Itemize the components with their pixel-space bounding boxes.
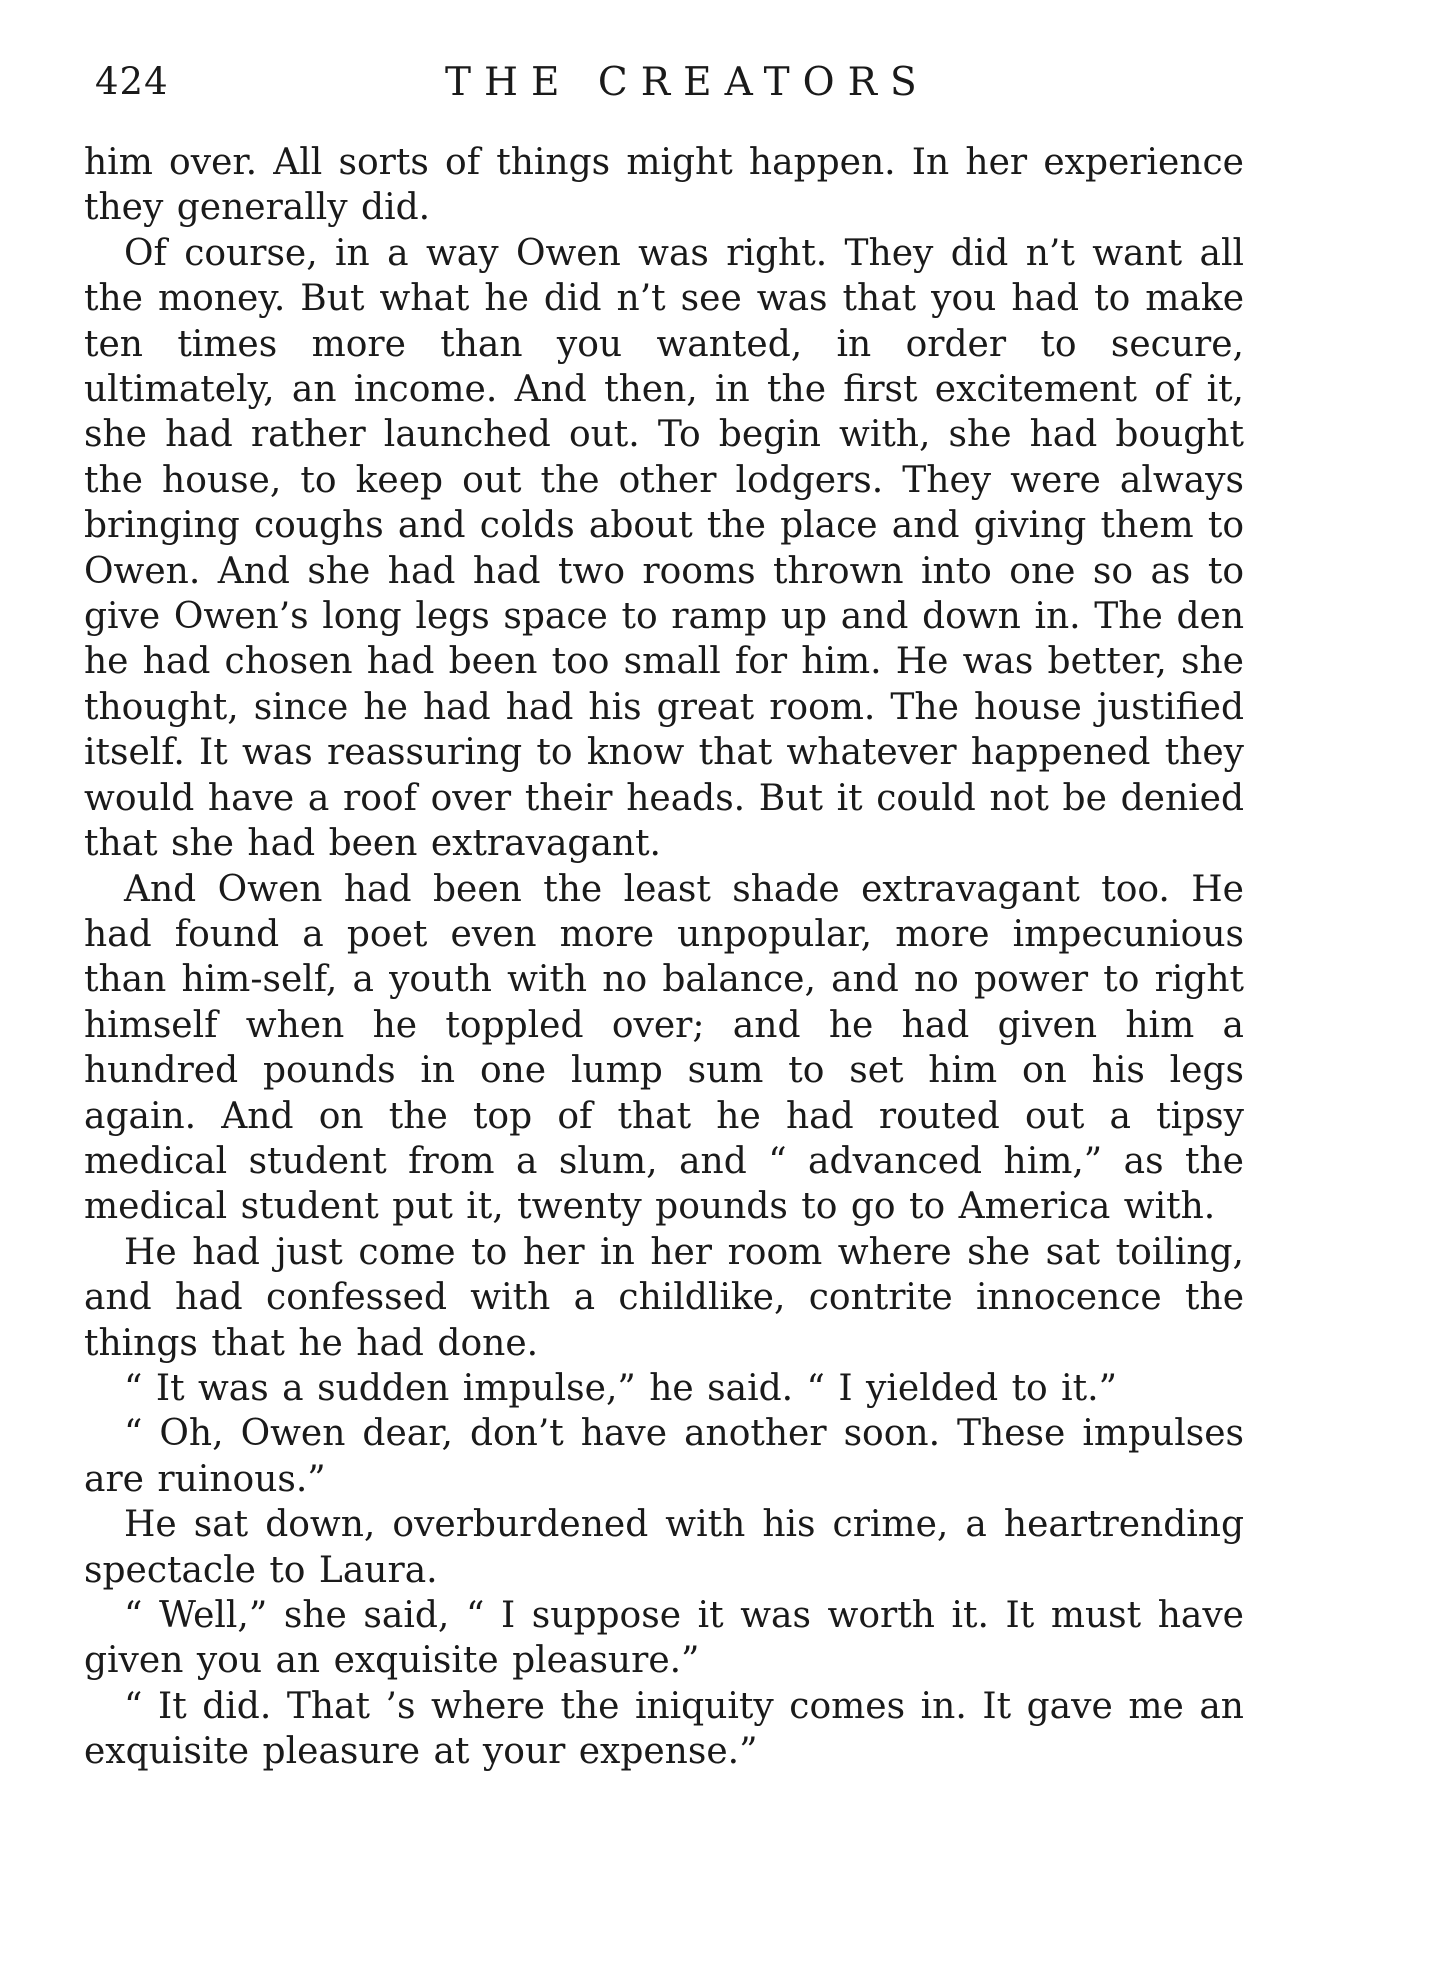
paragraph-4: He had just come to her in her room where she sat toiling, and had confessed with a childlike, contrite innocence the things that he had done. [84, 1231, 1244, 1364]
paragraph-3: And Owen had been the least shade extravagant too. He had found a poet even more unpopular, more impecunious than him-self, a youth with no balance, and no power to right himself when he toppled over; and he had given him a hundred pounds in one lump sum to set him on his legs again. And on the top of that he had routed out a tipsy medical student from a slum, and “ advanced him,” as the medical student put it, twenty pounds to go to America with. [84, 868, 1244, 1228]
paragraph-6: “ Oh, Owen dear, don’t have another soon. These impulses are ruinous.” [84, 1413, 1244, 1500]
paragraph-8: “ Well,” she said, “ I suppose it was worth it. It must have given you an exquisite pleasure.” [84, 1595, 1244, 1682]
running-title: THE CREATORS [445, 60, 930, 105]
paragraph-7: He sat down, overburdened with his crime, a heartrending spectacle to Laura. [84, 1504, 1244, 1591]
paragraph-5: “ It was a sudden impulse,” he said. “ I yielded to it.” [124, 1367, 1117, 1409]
running-head [95, 60, 1250, 110]
page-number: 424 [95, 60, 169, 103]
body-text [84, 140, 1244, 1775]
paragraph-9: “ It did. That ’s where the iniquity comes in. It gave me an exquisite pleasure at your expense.” [84, 1685, 1244, 1773]
paragraph-2: Of course, in a way Owen was right. They did n’t want all the money. But what he did n’t see was that you had to make ten times more than you wanted, in order to secure, ultimately, an income. And then, in the first excitement of it, she had rather launched out. To begin with, she had bought the house, to keep out the other lodgers. They were always bringing coughs and colds about the place and giving them to Owen. And she had had two rooms thrown into one so as to give Owen’s long legs space to ramp up and down in. The den he had chosen had been too small for him. He was better, she thought, since he had had his great room. The house justified itself. It was reassuring to know that whatever happened they would have a roof over their heads. But it could not be denied that she had been extravagant. [84, 232, 1244, 865]
paragraph-1: him over. All sorts of things might happen. In her experience they generally did. [84, 142, 1244, 229]
